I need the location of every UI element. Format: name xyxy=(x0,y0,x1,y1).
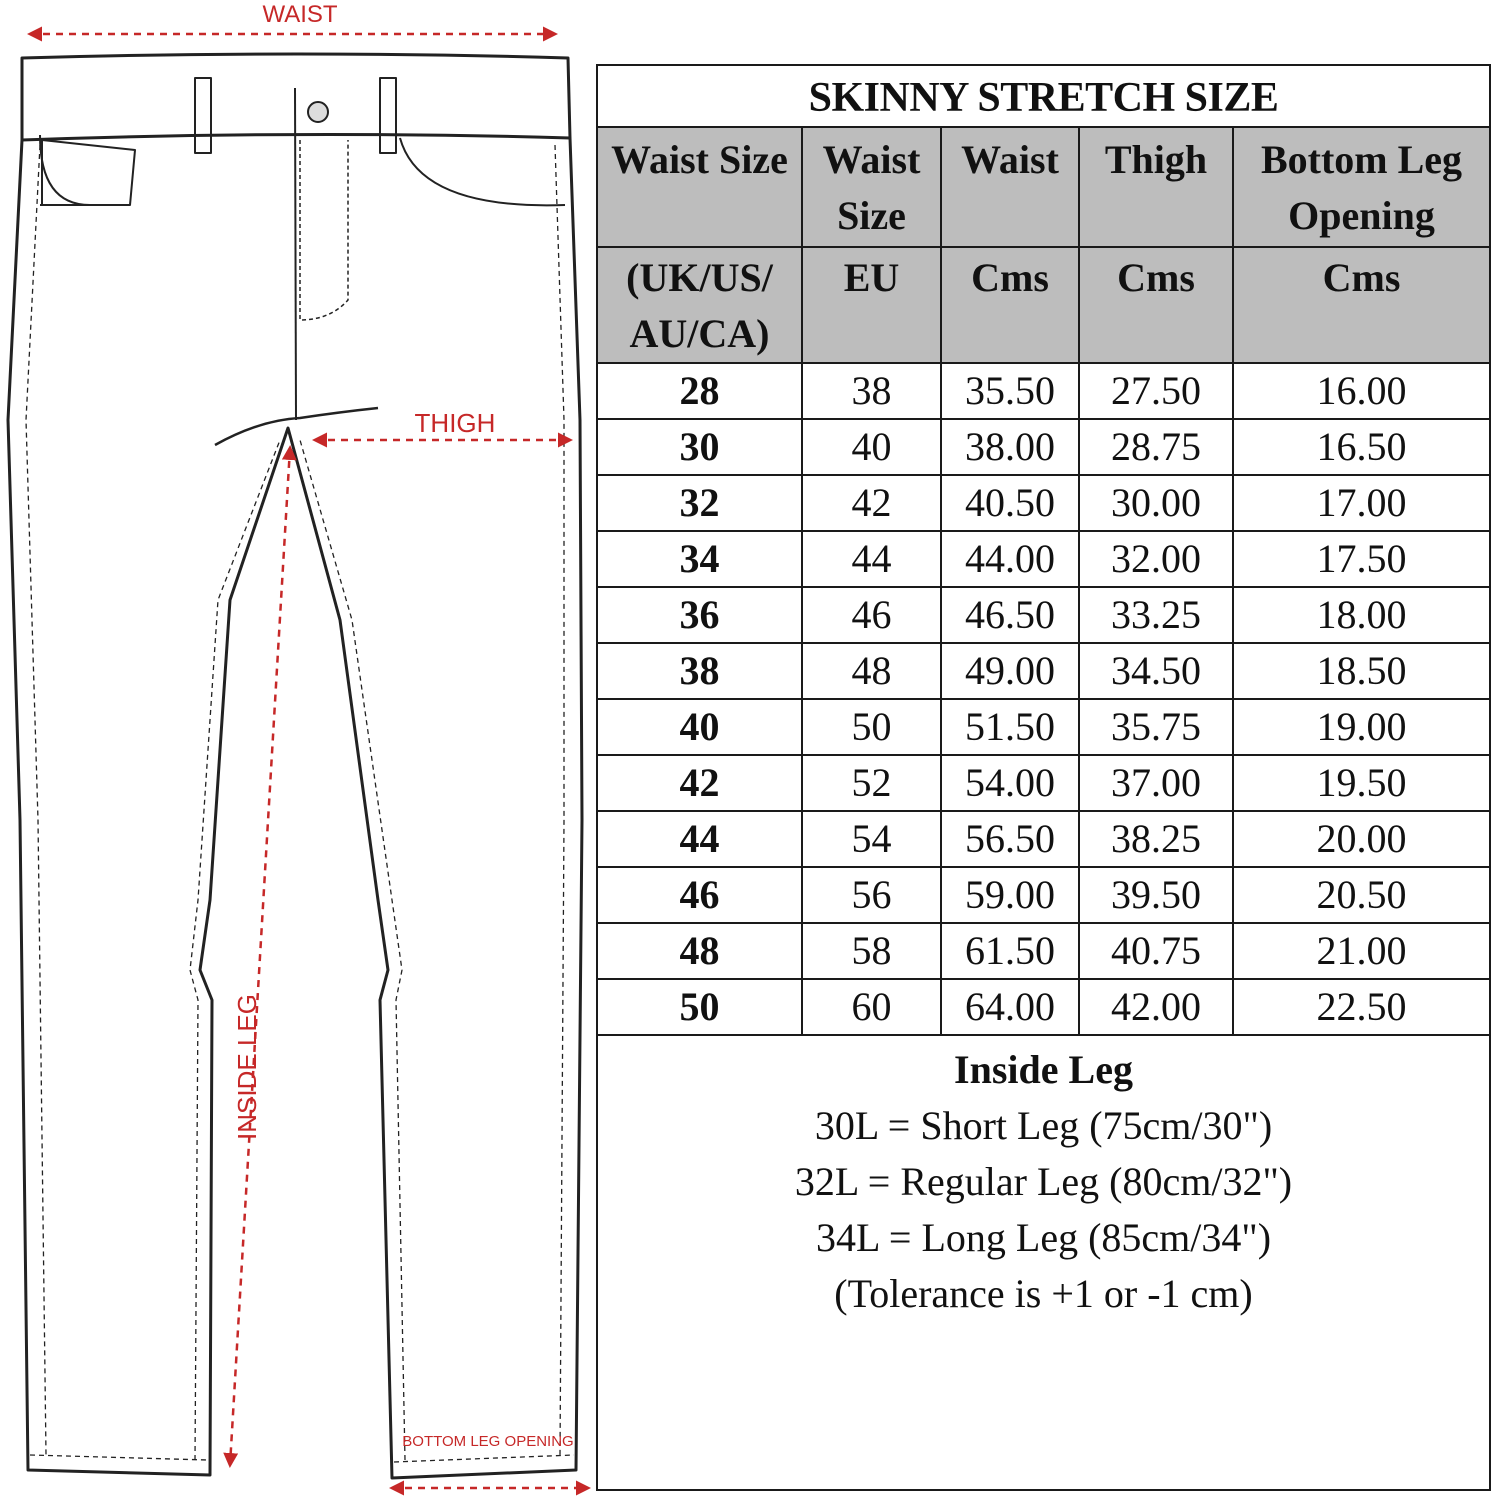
table-cell: 17.50 xyxy=(1233,531,1489,587)
size-cell: 38 xyxy=(598,643,802,699)
unit-header: Cms xyxy=(1079,247,1233,363)
column-header: Bottom Leg Opening xyxy=(1233,127,1489,247)
table-cell: 19.50 xyxy=(1233,755,1489,811)
table-cell: 40.75 xyxy=(1079,923,1233,979)
thigh-label: THIGH xyxy=(414,408,496,438)
table-cell: 16.00 xyxy=(1233,363,1489,419)
table-cell: 56 xyxy=(802,867,941,923)
size-table xyxy=(598,126,1489,1036)
header-row xyxy=(598,247,1489,363)
table-cell: 52 xyxy=(802,755,941,811)
table-cell: 54 xyxy=(802,811,941,867)
table-cell: 18.50 xyxy=(1233,643,1489,699)
table-cell: 56.50 xyxy=(941,811,1079,867)
table-row xyxy=(598,643,1489,699)
table-cell: 50 xyxy=(802,699,941,755)
inside-leg-line: 34L = Long Leg (85cm/34") xyxy=(815,1215,1272,1260)
table-cell: 38 xyxy=(802,363,941,419)
table-row xyxy=(598,923,1489,979)
jeans-outline xyxy=(8,54,582,1478)
size-cell: 40 xyxy=(598,699,802,755)
inside-leg-line: 32L = Regular Leg (80cm/32") xyxy=(794,1159,1293,1204)
header-row xyxy=(598,127,1489,247)
table-cell: 37.00 xyxy=(1079,755,1233,811)
table-cell: 46 xyxy=(802,587,941,643)
table-cell: 40 xyxy=(802,419,941,475)
table-cell: 38.00 xyxy=(941,419,1079,475)
table-row xyxy=(598,475,1489,531)
table-cell: 18.00 xyxy=(1233,587,1489,643)
size-cell: 44 xyxy=(598,811,802,867)
column-header: Waist Size xyxy=(802,127,941,247)
table-cell: 60 xyxy=(802,979,941,1035)
unit-header: (UK/US/ AU/CA) xyxy=(598,247,802,363)
table-row xyxy=(598,587,1489,643)
table-cell: 59.00 xyxy=(941,867,1079,923)
table-cell: 40.50 xyxy=(941,475,1079,531)
table-cell: 42.00 xyxy=(1079,979,1233,1035)
table-cell: 51.50 xyxy=(941,699,1079,755)
inside-leg-heading: Inside Leg xyxy=(954,1047,1133,1092)
bottom-leg-opening-label: BOTTOM LEG OPENING xyxy=(402,1433,574,1450)
table-cell: 39.50 xyxy=(1079,867,1233,923)
table-cell: 54.00 xyxy=(941,755,1079,811)
column-header: Waist Size xyxy=(598,127,802,247)
table-cell: 27.50 xyxy=(1079,363,1233,419)
table-row xyxy=(598,867,1489,923)
size-cell: 48 xyxy=(598,923,802,979)
table-cell: 48 xyxy=(802,643,941,699)
table-row xyxy=(598,699,1489,755)
table-cell: 33.25 xyxy=(1079,587,1233,643)
table-cell: 20.00 xyxy=(1233,811,1489,867)
table-cell: 16.50 xyxy=(1233,419,1489,475)
waist-label: WAIST xyxy=(262,1,338,28)
size-cell: 42 xyxy=(598,755,802,811)
tolerance-note: (Tolerance is +1 or -1 cm) xyxy=(834,1271,1253,1316)
table-cell: 34.50 xyxy=(1079,643,1233,699)
button-icon xyxy=(308,102,328,122)
inside-leg-label: INSIDE LEG xyxy=(232,994,262,1140)
table-cell: 20.50 xyxy=(1233,867,1489,923)
size-cell: 36 xyxy=(598,587,802,643)
table-cell: 58 xyxy=(802,923,941,979)
table-row xyxy=(598,979,1489,1035)
table-cell: 35.75 xyxy=(1079,699,1233,755)
table-cell: 64.00 xyxy=(941,979,1079,1035)
table-cell: 30.00 xyxy=(1079,475,1233,531)
inside-leg-arrow xyxy=(230,448,290,1465)
size-cell: 46 xyxy=(598,867,802,923)
table-cell: 32.00 xyxy=(1079,531,1233,587)
table-row xyxy=(598,531,1489,587)
size-cell: 34 xyxy=(598,531,802,587)
table-cell: 44 xyxy=(802,531,941,587)
size-cell: 50 xyxy=(598,979,802,1035)
table-cell: 28.75 xyxy=(1079,419,1233,475)
column-header: Thigh xyxy=(1079,127,1233,247)
measurement-arrows xyxy=(30,34,588,1488)
table-cell: 21.00 xyxy=(1233,923,1489,979)
chart-title: SKINNY STRETCH SIZE xyxy=(808,75,1279,121)
table-cell: 44.00 xyxy=(941,531,1079,587)
table-row xyxy=(598,811,1489,867)
inside-leg-line: 30L = Short Leg (75cm/30") xyxy=(814,1103,1273,1148)
table-cell: 61.50 xyxy=(941,923,1079,979)
table-cell: 38.25 xyxy=(1079,811,1233,867)
table-cell: 42 xyxy=(802,475,941,531)
table-cell: 22.50 xyxy=(1233,979,1489,1035)
table-cell: 46.50 xyxy=(941,587,1079,643)
column-header: Waist xyxy=(941,127,1079,247)
unit-header: Cms xyxy=(941,247,1079,363)
unit-header: EU xyxy=(802,247,941,363)
unit-header: Cms xyxy=(1233,247,1489,363)
jeans-measurement-diagram xyxy=(0,0,600,1500)
table-cell: 19.00 xyxy=(1233,699,1489,755)
table-row xyxy=(598,419,1489,475)
table-cell: 35.50 xyxy=(941,363,1079,419)
table-row xyxy=(598,363,1489,419)
table-cell: 49.00 xyxy=(941,643,1079,699)
size-cell: 28 xyxy=(598,363,802,419)
table-cell: 17.00 xyxy=(1233,475,1489,531)
size-chart xyxy=(596,64,1491,1491)
size-cell: 32 xyxy=(598,475,802,531)
size-cell: 30 xyxy=(598,419,802,475)
inside-leg-notes xyxy=(598,1036,1489,1322)
table-row xyxy=(598,755,1489,811)
